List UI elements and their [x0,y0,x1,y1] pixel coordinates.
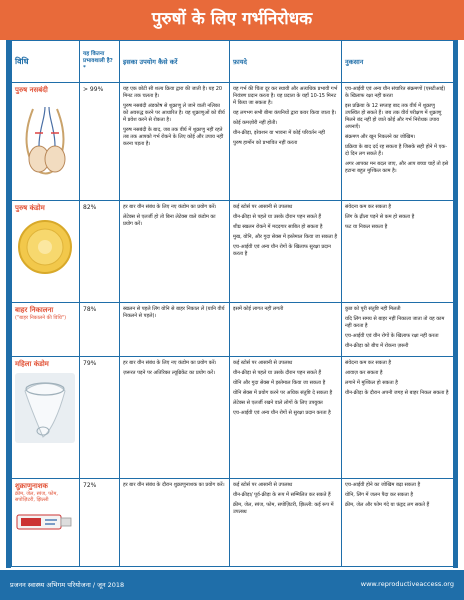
method-cell [12,303,80,357]
how-to-use-item: ज़रूरत पड़ने पर अतिरिक्त ल्यूब्रिकेंट का प्रयोग करें। [123,370,216,376]
harm-item: आवाज़ कर सकता है [345,370,383,376]
footer-credit: प्रजनन स्वास्थ्य अभिगम परियोजना / जून 2018 [10,581,125,589]
harm-item: अगर आपका मन बदल जाए, और आप बच्चा चाहें तो इसे हटाना बहुत मुश्किल काम है। [345,161,449,174]
benefit-item: कई स्टोर्स पर आसानी से उपलब्ध [233,482,293,488]
harm-item: यदि लिंग समय से बाहर नहीं निकाला जाता तो यह काम नहीं करता है [345,316,445,329]
harms-cell [342,479,454,567]
how-to-use-cell [120,303,230,357]
benefit-item: शीघ्र स्खलन रोकने में मददगार साबित हो सकता है [233,224,323,230]
effectiveness-cell: 78% [80,303,120,357]
male-condom-icon [15,217,75,277]
benefit-item: योनि और गुदा सेक्स में इस्तेमाल किया जा सकता है [233,380,326,386]
how-to-use-item: हर बार यौन संबंध के दौरान शुक्राणुनाशक का प्रयोग करें। [123,482,225,488]
harm-item: प्रक्रिया के बाद दर्द रह सकता है जिसके सही होने में एक-दो दिन लग सकते हैं। [345,144,448,157]
method-name: शुक्राणुनाशक [15,482,48,490]
harm-item: संवेदना कम कर सकता है [345,204,391,210]
harm-item: योनि, लिंग में जलन पैदा कर सकता है [345,492,414,498]
harm-item: एच-आईवी एवं यौन रोगों के खिलाफ रक्षा नहीं करता [345,333,439,339]
header-row [12,41,454,83]
benefits-cell [230,303,342,357]
harm-item: एच-आईवी एवं अन्य यौन संचारित संक्रमणों (एसटीआई) के खिलाफ रक्षा नहीं करता [345,86,446,99]
method-cell [12,479,80,567]
harm-item: लगाने में मुश्किल हो सकता है [345,380,398,386]
vasectomy-diagram-icon [15,99,75,179]
method-subtitle: क्रीम, जेल, स्पंज, फोम, सपोज़िटरी, झिल्ली [15,491,58,503]
benefit-item: कई स्टोर्स पर आसानी से उपलब्ध [233,360,293,366]
benefit-item: यौन-क्रीड़ा/ पूर्व-क्रीड़ा के रूप में सम्मिलित कर सकते हैं [233,492,331,498]
benefit-item: यह लगभग सभी बीमा कंपनियों द्वारा कवर किया जाता है। [233,110,337,116]
benefits-cell [230,83,342,201]
how-to-use-cell [120,83,230,201]
effectiveness-cell: 72% [80,479,120,567]
method-name: पुरुष नसबंदी [15,86,48,94]
header-method: विधि [12,41,80,83]
benefit-item: इसमें कोई लागत नहीं लगती [233,306,284,312]
harm-item: कुछ को पूरी संतुष्टि नहीं मिलती [345,306,401,312]
benefit-item: योनि सेक्स में प्रयोग करने पर अधिक संतुष्टि दे सकता है [233,390,333,396]
benefits-cell [230,357,342,479]
table-row [12,357,454,479]
method-subtitle: ("बाहर निकालने की विधि") [15,315,67,321]
harms-cell [342,83,454,201]
benefit-item: क्रीम, जेल, स्पंज, फोम, सपोज़िटरी, झिल्ली: कई रूप में उपलब्ध [233,502,334,515]
benefit-item: कोई कमज़ोरी नहीं होती। [233,120,278,126]
how-to-use-cell [120,357,230,479]
how-to-use-item: हर बार यौन संबंध के लिए नए कंडोम का प्रयोग करें। [123,204,217,210]
how-to-use-cell [120,479,230,567]
how-to-use-cell [120,201,230,303]
harm-item: इस प्रक्रिया के 12 सप्ताह बाद तक वीर्य में शुक्राणु उपस्थित हो सकते हैं। जब तक वीर्य परीक्षण में शुक्राणु मिलने बंद नहीं हो जाते कोई और गर्भ निरोधक उपाय अपनाएँ। [345,103,442,130]
harm-item: संवेदना कम कर सकता है [345,360,391,366]
table-row [12,83,454,201]
harm-item: क्रीम, जेल और फोम गंदे या फ़ंड्रद लग सकते हैं [345,502,430,508]
harm-item: यौन-क्रीड़ा को बीच में रोकना ज़रूरी [345,343,409,349]
method-name: बाहर निकालना [15,306,54,314]
benefit-item: एच-आईवी एवं अन्य यौन रोगों से सुरक्षा प्रदान करता है [233,410,331,416]
harm-item: संक्रमण और खून निकलने का जोखिम। [345,134,416,140]
how-to-use-item: पुरुष नसबंदी के बाद, जब तक वीर्य में शुक्राणु नहीं रहते तब तक आपको गर्भ रोकने के लिए कोई और उपाय नहीं करना पड़ता है। [123,127,224,147]
benefit-item: यौन-क्रीड़ा, इरेक्शन या भावना में कोई परिवर्तन नहीं [233,130,325,136]
harms-cell [342,201,454,303]
benefit-item: यौन-क्रीड़ा से पहले या उसके दौरान पहन सकते हैं [233,214,322,220]
how-to-use-item: स्खलन से पहले लिंग योनि से बाहर निकाल लें (यानि वीर्य निकलने से पहले)। [123,306,225,319]
benefit-item: मुख, योनि, और गुदा सेक्स में इस्तेमाल किया जा सकता है [233,234,338,240]
table-row [12,303,454,357]
how-to-use-item: यह एक छोटी सी शल्य क्रिया द्वारा की जाती है। यह 20 मिनट तक चलता है। [123,86,223,99]
benefit-item: लेटेक्स से एलर्जी रखने वाले लोगों के लिए उपयुक्त [233,400,323,406]
effectiveness-cell: > 99% [80,83,120,201]
spermicide-tube-icon [15,507,75,535]
method-cell [12,357,80,479]
effectiveness-cell: 79% [80,357,120,479]
how-to-use-item: पुरुष नसबंदी अंडकोष से शुक्राणु ले जाने वाली नलिका को अवरुद्ध करने पर आधारित है। यह शुक्राणुओं को वीर्य में प्रवेश करने से रोकता है। [123,103,225,123]
method-name: पुरुष कंडोम [15,204,45,212]
benefits-cell [230,201,342,303]
harm-item: एच-आईवी होने का जोखिम बढ़ा सकता है [345,482,421,488]
harm-item: फट या निकल सकता है [345,224,388,230]
header-effectiveness: यह कितना प्रभावशाली है? * [80,41,120,83]
benefit-item: पुरुष हार्मोन को प्रभावित नहीं करता [233,140,298,146]
table-row [12,201,454,303]
contraception-table [11,40,454,567]
page-title: पुरुषों के लिए गर्भनिरोधक [151,9,313,29]
harm-item: यौन-क्रीड़ा के दौरान अपनी जगह से बाहर निकल सकता है [345,390,449,396]
how-to-use-item: हर बार यौन संबंध के लिए नए कंडोम का प्रयोग करें। [123,360,217,366]
harms-cell [342,357,454,479]
footer-website-link[interactable]: www.reproductiveaccess.org [360,580,454,588]
method-cell [12,83,80,201]
header-benefits: फ़ायदे [230,41,342,83]
benefit-item: कई स्टोर्स पर आसानी से उपलब्ध [233,204,293,210]
header-harms: नुकसान [342,41,454,83]
table-row [12,479,454,567]
effectiveness-cell: 82% [80,201,120,303]
how-to-use-item: लेटेक्स से एलर्जी हो तो बिना लेटेक्स वाले कंडोम का प्रयोग करें। [123,214,216,227]
method-name: महिला कंडोम [15,360,49,368]
benefit-item: यौन-क्रीड़ा से पहले या उसके दौरान पहन सकते हैं [233,370,322,376]
female-condom-icon [15,373,75,443]
harm-item: लिंग के ढ़ीला पड़ने से कम हो सकता है [345,214,415,220]
harms-cell [342,303,454,357]
benefit-item: एच-आईवी एवं अन्य यौन रोगों के खिलाफ सुरक्षा प्रदान करता है [233,244,331,257]
benefit-item: यह गर्भ की चिंता दूर कर स्थायी और अत्यधिक प्रभावी गर्भ नियंत्रण प्रदान करता है। यह प्रदाता के यहाँ 10-15 मिनट में किया जा सकता है। [233,86,338,106]
header-how-to-use: इसका उपयोग कैसे करें [120,41,230,83]
footer-bar [0,570,464,600]
method-cell [12,201,80,303]
benefits-cell [230,479,342,567]
